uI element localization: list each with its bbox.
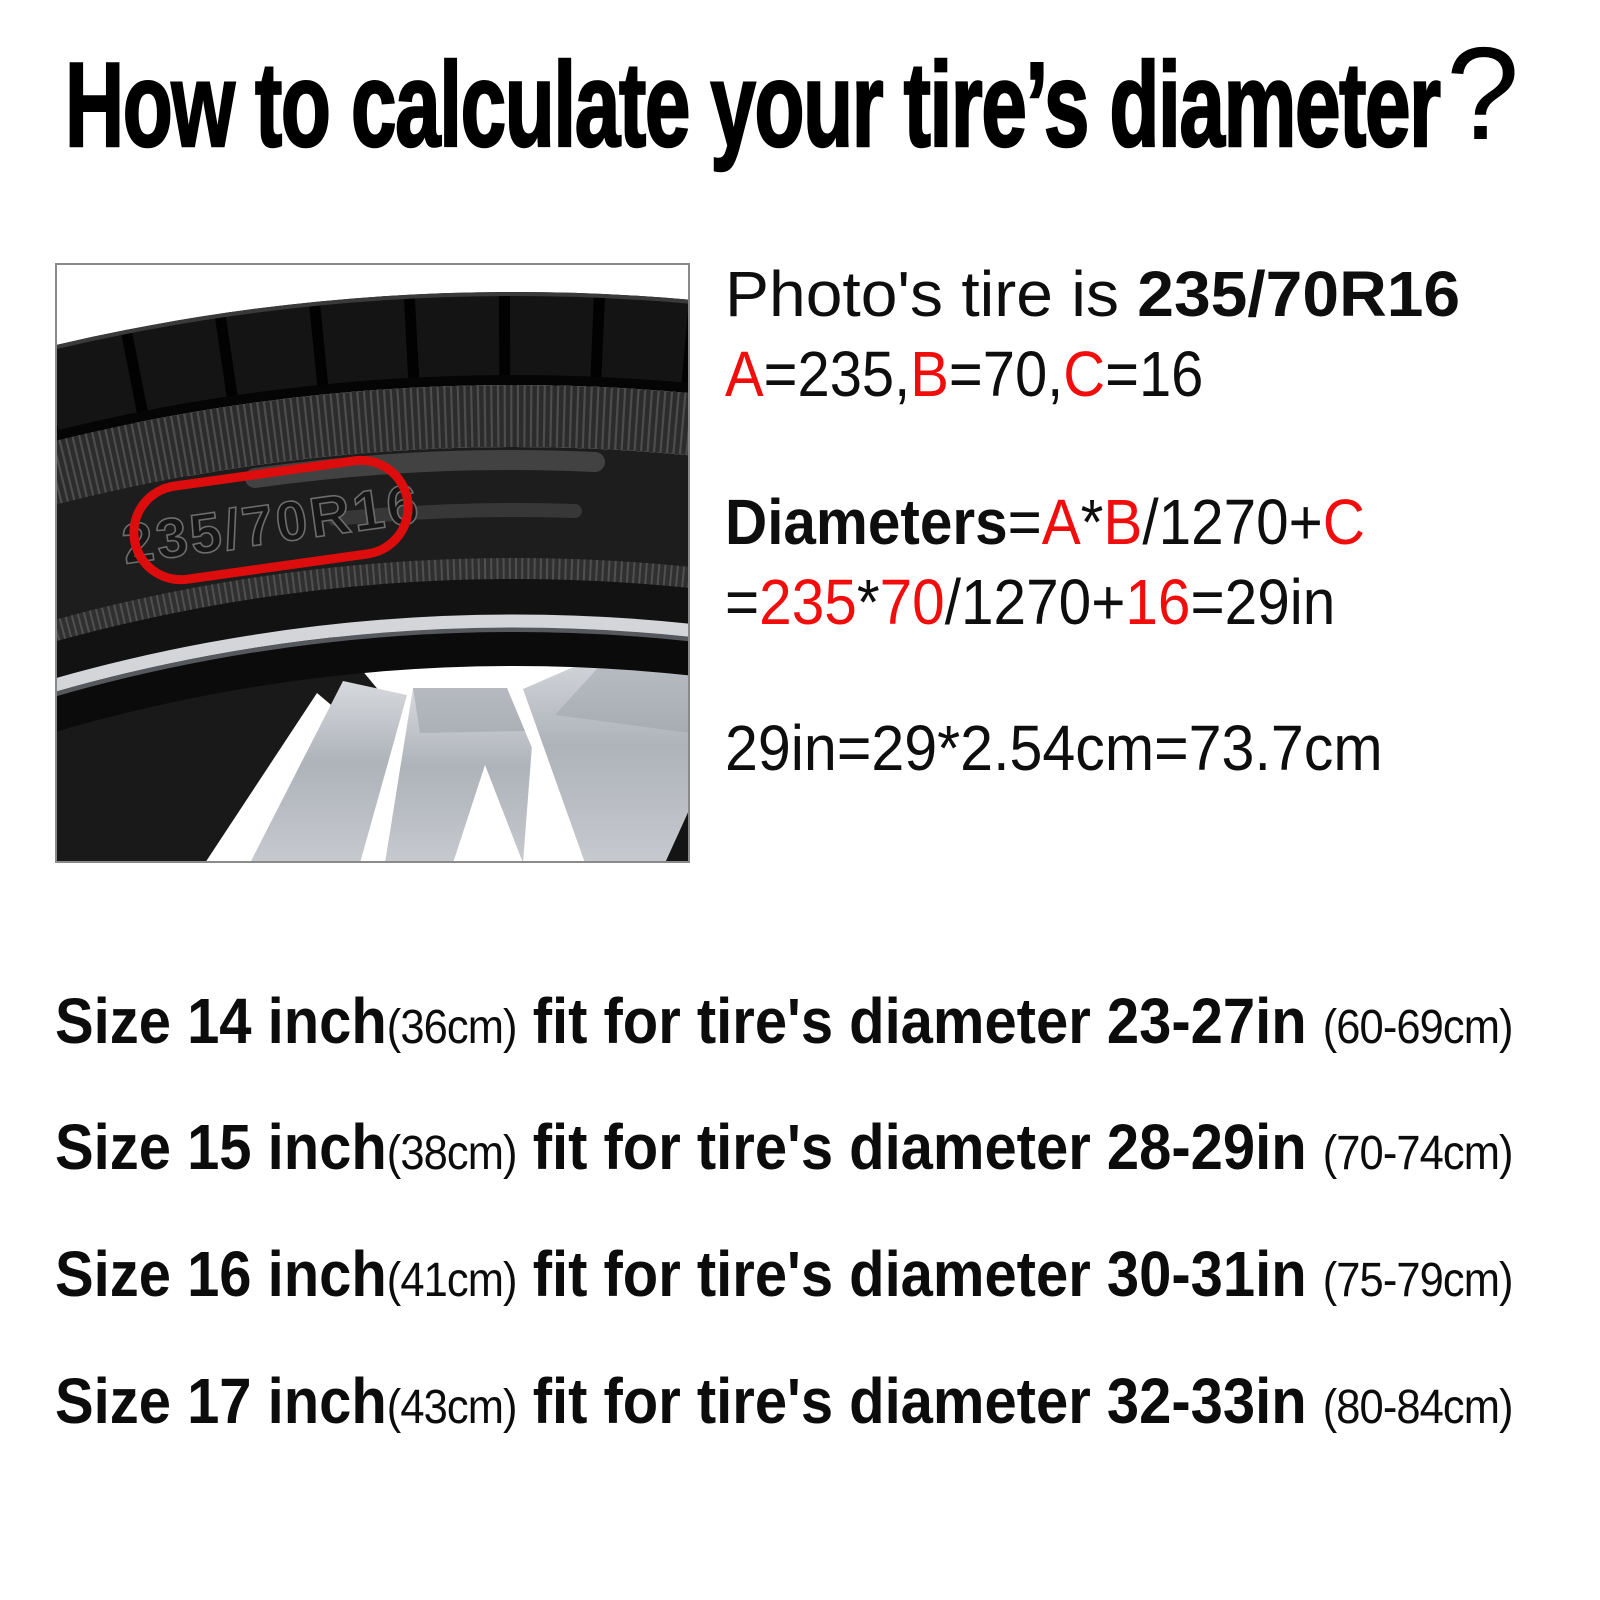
formula-b: B (1103, 486, 1143, 558)
info-line-abc (725, 332, 1253, 416)
info-line-calculation (725, 560, 1392, 644)
info-line-photos-tire (725, 252, 1461, 336)
formula-equals: = (1007, 486, 1042, 558)
fit-range-cm: (60-69cm) (1322, 1001, 1513, 1054)
page-title-main-box (65, 30, 1440, 190)
size-label: Size 16 inch (55, 1238, 387, 1310)
size-cm: (38cm) (386, 1127, 517, 1180)
size-row-14 (55, 979, 1600, 1063)
formula-c: C (1322, 486, 1365, 558)
calc-b: 70 (879, 566, 945, 638)
info-line-photos-tire-text (725, 252, 1460, 336)
info-line-calculation-text (725, 560, 1335, 644)
calc-star: * (856, 566, 880, 638)
size-row-17-text (55, 1359, 1513, 1450)
tire-size-text: 235/70R16 (118, 471, 425, 576)
conversion-text: 29in=29*2.54cm=73.7cm (725, 712, 1383, 784)
fit-range: fit for tire's diameter 28-29in (516, 1111, 1323, 1183)
calc-result: =29in (1190, 566, 1336, 638)
size-row-15-text (55, 1105, 1513, 1196)
fit-range: fit for tire's diameter 23-27in (516, 985, 1323, 1057)
fit-range-cm: (75-79cm) (1322, 1254, 1513, 1307)
size-row-14-text (55, 979, 1513, 1070)
calc-a: 235 (759, 566, 857, 638)
page-title (65, 20, 1520, 190)
fit-range: fit for tire's diameter 30-31in (516, 1238, 1323, 1310)
photos-tire-prefix: Photo's tire is (725, 258, 1138, 330)
size-cm: (36cm) (386, 1001, 517, 1054)
calc-c: 16 (1125, 566, 1191, 638)
info-line-formula (725, 480, 1426, 564)
size-label: Size 17 inch (55, 1365, 387, 1437)
abc-b-value: =70, (948, 338, 1064, 410)
size-cm: (43cm) (386, 1381, 517, 1434)
abc-b: B (910, 338, 949, 410)
abc-c: C (1063, 338, 1106, 410)
size-cm: (41cm) (386, 1254, 517, 1307)
abc-c-value: =16 (1105, 338, 1204, 410)
formula-divisor: /1270+ (1142, 486, 1323, 558)
calc-divisor: /1270+ (944, 566, 1126, 638)
tire-photo (55, 263, 690, 863)
info-line-formula-text (725, 480, 1365, 564)
info-line-conversion (725, 706, 1437, 790)
size-row-15 (55, 1105, 1600, 1189)
page-title-question-mark: ? (1446, 20, 1520, 167)
photos-tire-size: 235/70R16 (1137, 258, 1461, 330)
formula-star: * (1080, 486, 1104, 558)
formula-label: Diameters (725, 486, 1008, 558)
fit-range-cm: (70-74cm) (1322, 1127, 1513, 1180)
size-row-16 (55, 1232, 1600, 1316)
abc-a: A (725, 338, 764, 410)
formula-a: A (1041, 486, 1081, 558)
fit-range: fit for tire's diameter 32-33in (516, 1365, 1323, 1437)
size-row-16-text (55, 1232, 1513, 1323)
calc-equals: = (725, 566, 760, 638)
page-title-text: How to calculate your tire’s diameter (65, 38, 1440, 172)
fit-range-cm: (80-84cm) (1322, 1381, 1513, 1434)
abc-a-value: =235, (763, 338, 911, 410)
info-line-abc-text (725, 332, 1203, 416)
size-label: Size 14 inch (55, 985, 387, 1057)
size-label: Size 15 inch (55, 1111, 387, 1183)
size-row-17 (55, 1359, 1600, 1443)
